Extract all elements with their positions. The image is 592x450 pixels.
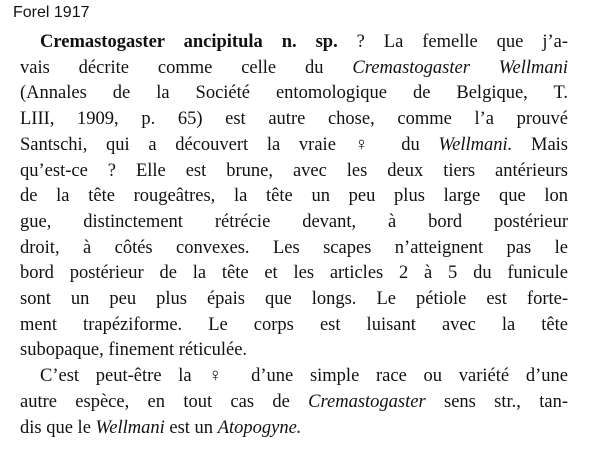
paragraph-1-line-3 — [20, 81, 568, 107]
paragraph-1-line-7 — [20, 184, 568, 210]
text-segment: Atopogyne. — [217, 417, 302, 438]
text-segment: vais décrite comme celle du — [20, 57, 353, 78]
text-segment: sens str., tan- — [425, 391, 568, 412]
paragraph-2-line-1 — [40, 364, 568, 390]
text-segment: LIII, 1909, p. 65) est autre chose, comme l’a prouvé — [20, 109, 568, 130]
text-segment: Wellmani — [95, 417, 165, 438]
paragraph-2-line-3 — [20, 416, 568, 442]
text-segment: droit, à côtés convexes. Les scapes n’atteignent pas le — [20, 237, 568, 258]
text-segment: gue, distinctement rétrécie devant, à bord postérieur — [20, 211, 568, 232]
text-segment: C’est peut-être la ♀ d’une simple race ou variété d’une — [40, 366, 568, 387]
text-segment: Cremastogaster ancipitula n. sp. — [40, 32, 338, 52]
paragraph-1-line-10 — [20, 261, 568, 287]
text-segment: Cremastogaster Wellmani — [352, 57, 569, 78]
text-segment: (Annales de la Société entomologique de Belgique, T. — [20, 83, 568, 104]
paragraph-1-line-12 — [20, 313, 568, 339]
text-segment: de la tête rougeâtres, la tête un peu plus large que lon — [20, 186, 568, 207]
text-segment: dis que le — [20, 417, 96, 438]
text-segment: bord postérieur de la tête et les articles 2 à 5 du funicule — [20, 263, 568, 284]
paragraph-1-line-9 — [20, 236, 568, 262]
page-header-label: Forel 1917 — [13, 4, 90, 21]
text-segment: autre espèce, en tout cas de — [20, 391, 309, 412]
paragraph-1-line-4 — [20, 107, 568, 133]
paragraph-1-line-8 — [20, 210, 568, 236]
paragraph-2-line-2 — [20, 390, 568, 416]
text-segment: ment trapéziforme. Le corps est luisant avec la tête — [20, 314, 568, 335]
text-segment: Santschi, qui a découvert la vraie ♀ du — [20, 134, 439, 155]
text-segment: Cremastogaster — [308, 391, 426, 412]
paragraph-1-line-1 — [40, 30, 568, 56]
paragraph-1-line-6 — [20, 159, 568, 185]
text-segment: subopaque, finement réticulée. — [20, 340, 248, 361]
paragraph-1-line-5 — [20, 133, 568, 159]
text-segment: qu’est-ce ? Elle est brune, avec les deux tiers antérieurs — [20, 160, 568, 181]
paragraph-1-line-13 — [20, 338, 568, 364]
text-segment: Mais — [512, 134, 568, 155]
text-segment: ? La femelle que j’a- — [337, 32, 568, 52]
paragraph-1-line-11 — [20, 287, 568, 313]
text-segment: est un — [164, 417, 218, 438]
text-segment: Wellmani. — [438, 134, 513, 155]
paragraph-1-line-2 — [20, 56, 568, 82]
text-segment: sont un peu plus épais que longs. Le pétiole est forte- — [20, 289, 568, 309]
